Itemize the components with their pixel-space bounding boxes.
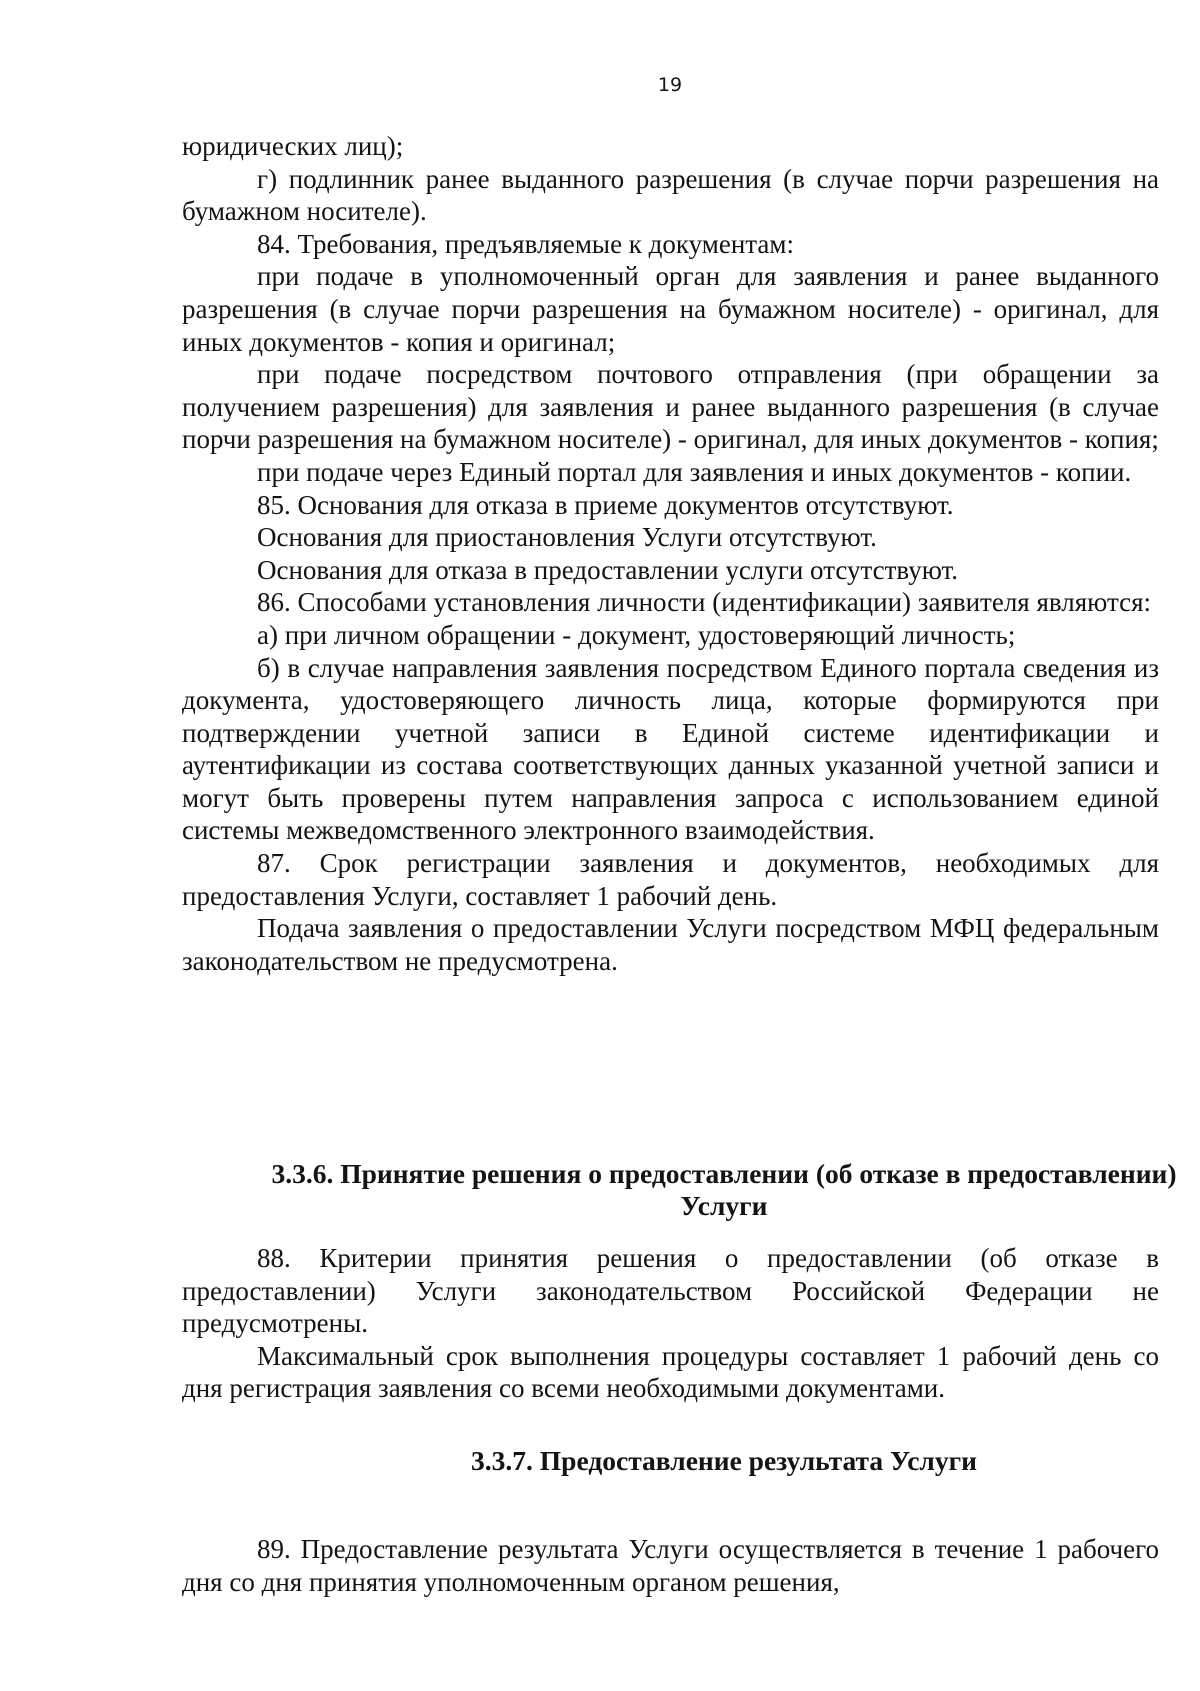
paragraph: Основания для отказа в предоставлении услуги отсутствуют. — [257, 554, 959, 585]
paragraph: 89. Предоставление результата Услуги осуществляется в течение 1 рабочего дня со дня принятия уполномоченным органом решения, — [182, 1534, 1159, 1597]
paragraph: а) при личном обращении - документ, удостоверяющий личность; — [257, 619, 1016, 650]
paragraph: г) подлинник ранее выданного разрешения (в случае порчи разрешения на бумажном носителе). — [182, 163, 1159, 227]
paragraph: Подача заявления о предоставлении Услуги посредством МФЦ федеральным законодательством не предусмотрена. — [182, 913, 1159, 976]
section-heading-3-3-6: 3.3.6. Принятие решения о предоставлении (об отказе в предоставлении) Услуги — [271, 1158, 1177, 1221]
page-number: 19 — [657, 74, 683, 96]
paragraph: при подаче через Единый портал для заявления и иных документов - копии. — [257, 456, 1132, 487]
paragraph: Максимальный срок выполнения процедуры составляет 1 рабочий день со дня регистрация заявления со всеми необходимыми документами. — [182, 1340, 1159, 1404]
paragraph: при подаче посредством почтового отправления (при обращении за получением разрешения) для заявления и ранее выданного разрешения (в случае порчи разрешения на бумажном носителе) - оригинал, для иных документов - копия; — [182, 359, 1159, 455]
text-block-bottom — [182, 1533, 1159, 1598]
paragraph: 84. Требования, предъявляемые к документам: — [257, 228, 795, 259]
paragraph: б) в случае направления заявления посредством Единого портала сведения из документа, удостоверяющего личность лица, которые формируются при подтверждении учетной записи в Единой системе идентификации и аутентификации из состава соответствующих данных указанной учетной записи и могут быть проверены путем направления запроса с использованием единой системы межведомственного электронного взаимодействия. — [182, 652, 1159, 846]
text-block-top — [182, 130, 1159, 977]
section-heading-3-3-7: 3.3.7. Предоставление результата Услуги — [471, 1445, 977, 1476]
paragraph: Основания для приостановления Услуги отсутствуют. — [257, 522, 877, 553]
paragraph: 87. Срок регистрации заявления и документов, необходимых для предоставления Услуги, составляет 1 рабочий день. — [182, 848, 1159, 911]
text-block-middle — [182, 1242, 1159, 1405]
paragraph: 86. Способами установления личности (идентификации) заявителя являются: — [257, 587, 1152, 618]
paragraph: 88. Критерии принятия решения о предоставлении (об отказе в предоставлении) Услуги законодательством Российской Федерации не предусмотрены. — [182, 1243, 1159, 1339]
paragraph: при подаче в уполномоченный орган для заявления и ранее выданного разрешения (в случае порчи разрешения на бумажном носителе) - оригинал, для иных документов - копия и оригинал; — [182, 261, 1159, 357]
paragraph: 85. Основания для отказа в приеме документов отсутствуют. — [257, 489, 954, 520]
paragraph: юридических лиц); — [182, 131, 404, 161]
